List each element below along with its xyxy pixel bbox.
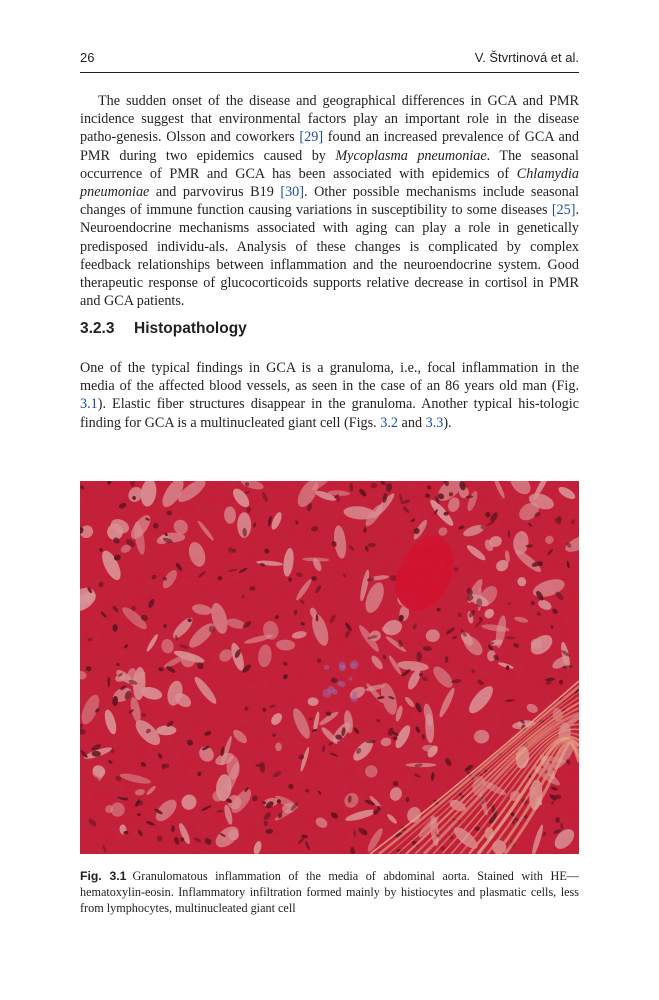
section-title: Histopathology <box>134 320 247 337</box>
micrograph-image <box>80 481 579 854</box>
header-rule <box>80 72 579 73</box>
citation-link[interactable]: [29] <box>299 129 324 146</box>
paragraph-etiology: The sudden onset of the disease and geographical differences in GCA and PMR incidence suggest that environmental factors play an important role in the disease patho-genesis. Olsson and coworkers [29] found an increased prevalence of GCA and PMR during two epidemics caused by Mycoplasma pneumoniae. The seasonal occurrence of PMR and GCA has been associated with epidemics of Chlamydia pneumoniae and parvovirus B19 [30]. Other possible mechanisms include seasonal changes of immune function causing variations in susceptibility to some diseases [25]. Neuroendocrine mechanisms associated with aging can play a role in genetically predisposed individu-als. Analysis of these changes is complicated by complex feedback relationships between inflammation and the neuroendocrine system. Good therapeutic response of glucocorticoids supports relative decrease in cortisol in PMR and GCA patients. <box>80 93 579 310</box>
figure-link[interactable]: 3.2 <box>380 414 398 431</box>
caption-text: Granulomatous inflammation of the media of abdominal aorta. Stained with HE—hematoxylin-eosin. Inflammatory infiltration formed mainly by histiocytes and plasmatic cells, less from lymphocytes, multinucleated giant cell <box>80 869 579 915</box>
figure-link[interactable]: 3.3 <box>425 414 444 431</box>
figure-caption <box>80 868 579 916</box>
running-author: V. Štvrtinová et al. <box>474 50 579 65</box>
figure-label: Fig. 3.1 <box>80 869 127 883</box>
histology-micrograph <box>80 481 579 854</box>
citation-link[interactable]: [30] <box>280 184 304 201</box>
section-heading <box>80 320 247 338</box>
citation-link[interactable]: [25] <box>551 202 576 219</box>
running-header <box>80 50 579 70</box>
figure-link[interactable]: 3.1 <box>80 396 98 413</box>
section-number: 3.2.3 <box>80 320 115 337</box>
page-number: 26 <box>80 50 95 65</box>
paragraph-histopathology: One of the typical findings in GCA is a granuloma, i.e., focal inflammation in the media of the affected blood vessels, as seen in the case of an 86 years old man (Fig. 3.1). Elastic fiber structures disappear in the granuloma. Another typical his-tologic finding for GCA is a multinucleated giant cell (Figs. 3.2 and 3.3). <box>80 360 579 431</box>
